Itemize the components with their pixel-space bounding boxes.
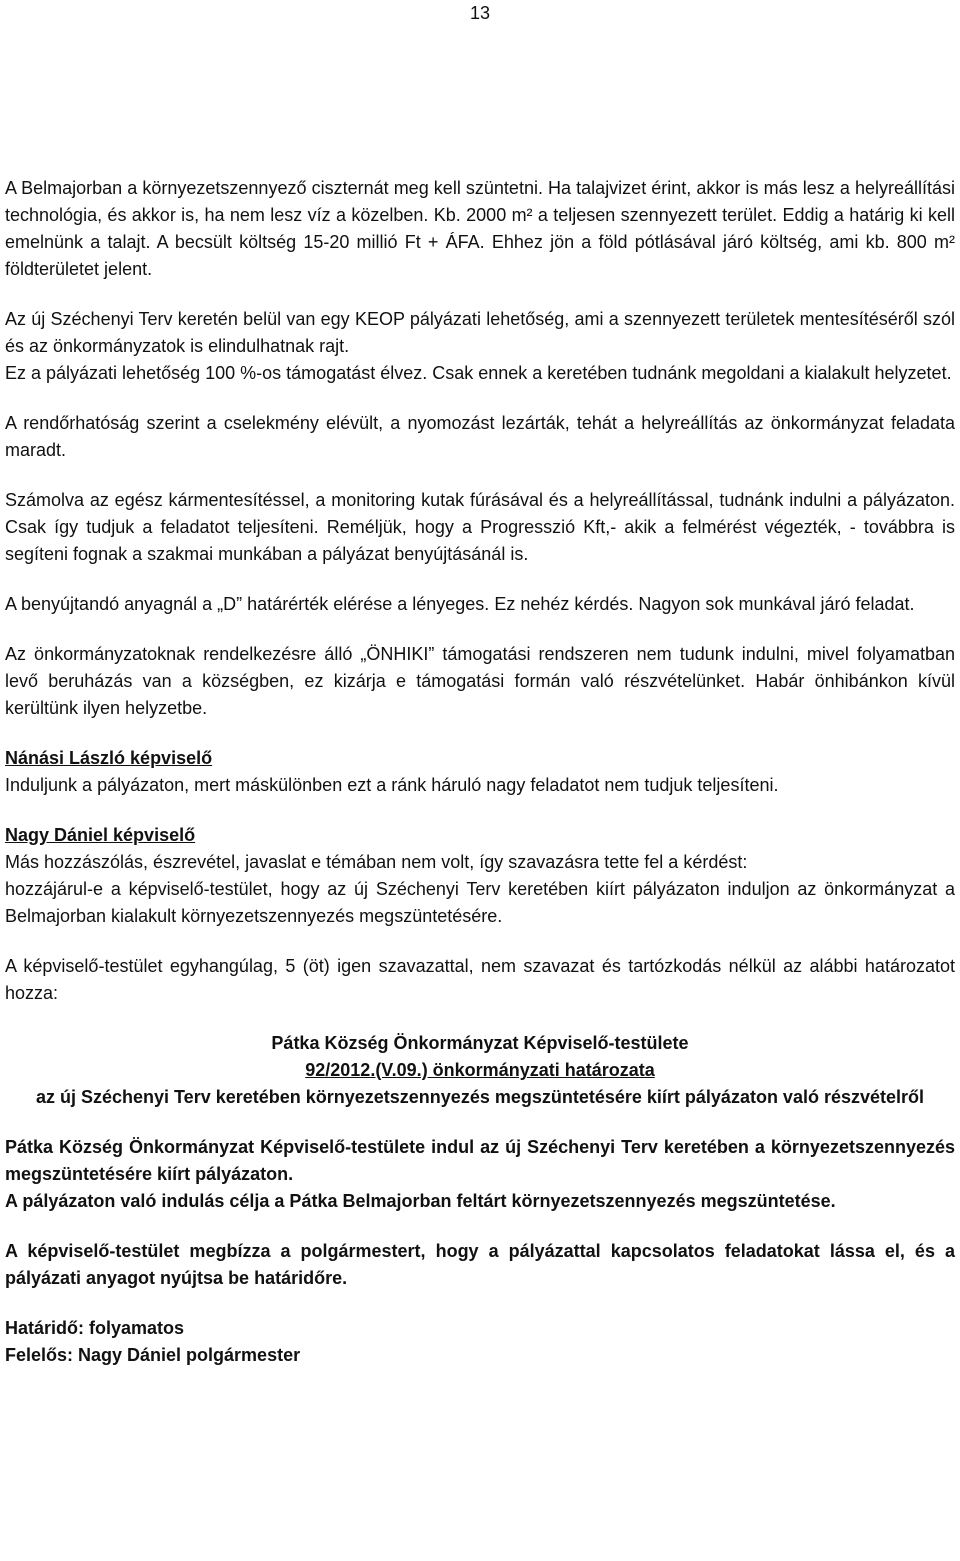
resolution-body: Pátka Község Önkormányzat Képviselő-testülete — [271, 1033, 689, 1053]
decision-text-2: A pályázaton való indulás célja a Pátka Belmajorban feltárt környezetszennyezés megszüntetése. — [5, 1191, 836, 1211]
deadline: Határidő: folyamatos — [5, 1318, 185, 1338]
responsible: Felelős: Nagy Dániel polgármester — [5, 1345, 301, 1365]
speaker-text-1: Más hozzászólás, észrevétel, javaslat e témában nem volt, így szavazásra tette fel a kérdést: — [5, 852, 748, 872]
paragraph-police: A rendőrhatóság szerint a cselekmény elévült, a nyomozást lezárták, tehát a helyreállítás az önkormányzat feladata maradt. — [5, 413, 955, 460]
page-number: 13 — [469, 3, 491, 23]
speaker-block-nanasi — [5, 745, 955, 799]
decision-mandate: A képviselő-testület megbízza a polgármestert, hogy a pályázattal kapcsolatos feladatokat lássa el, és a pályázati anyagot nyújtsa be határidőre. — [5, 1241, 955, 1288]
paragraph-keop-line-2: Ez a pályázati lehetőség 100 %-os támogatást élvez. Csak ennek a keretében tudnánk megoldani a kialakult helyzetet. — [5, 363, 952, 383]
decision-meta — [5, 1315, 955, 1369]
paragraph-cistern: A Belmajorban a környezetszennyező ciszternát meg kell szüntetni. Ha talajvizet érint, akkor is más lesz a helyreállítási technológia, és akkor is, ha nem lesz víz a közelben. Kb. 2000 m² a teljesen szennyezett terület. Eddig a határig ki kell emelnünk a talajt. A becsült költség 15-20 millió Ft + ÁFA. Ehhez jön a föld pótlásával járó költség, ami kb. 800 m² földterületet jelent. — [5, 178, 955, 279]
decision-block — [5, 1134, 955, 1215]
paragraph-remediation: Számolva az egész kármentesítéssel, a monitoring kutak fúrásával és a helyreállítással, tudnánk indulni a pályázaton. Csak így tudjuk a feladatot teljesíteni. Reméljük, hogy a Progresszió Kft,- akik a felmérést végezték, - továbbra is segíteni fognak a szakmai munkában a pályázat benyújtásánál is. — [5, 490, 955, 564]
speaker-text-2: hozzájárul-e a képviselő-testület, hogy az új Széchenyi Terv keretében kiírt pályázaton induljon az önkormányzat a Belmajorban kialakult környezetszennyezés megszüntetésére. — [5, 879, 955, 926]
resolution-header — [5, 1030, 955, 1111]
speaker-text: Induljunk a pályázaton, mert máskülönben ezt a ránk háruló nagy feladatot nem tudjuk teljesíteni. — [5, 775, 779, 795]
decision-text-1: Pátka Község Önkormányzat Képviselő-testülete indul az új Széchenyi Terv keretében a környezetszennyezés megszüntetésére kiírt pályázaton. — [5, 1137, 955, 1184]
document-body — [5, 175, 955, 1392]
paragraph-keop — [5, 306, 955, 387]
resolution-number: 92/2012.(V.09.) önkormányzati határozata — [305, 1060, 655, 1080]
paragraph-threshold: A benyújtandó anyagnál a „D” határérték elérése a lényeges. Ez nehéz kérdés. Nagyon sok munkával járó feladat. — [5, 594, 915, 614]
speaker-name: Nagy Dániel képviselő — [5, 825, 196, 845]
speaker-name: Nánási László képviselő — [5, 748, 213, 768]
paragraph-onhiki: Az önkormányzatoknak rendelkezésre álló „ÖNHIKI” támogatási rendszeren nem tudunk indulni, mivel folyamatban levő beruházás van a községben, ez kizárja e támogatási formán való részvételünket. Habár önhibánkon kívül kerültünk ilyen helyzetbe. — [5, 644, 955, 718]
resolution-subject: az új Széchenyi Terv keretében környezetszennyezés megszüntetésére kiírt pályázaton való részvételről — [35, 1087, 925, 1107]
vote-statement: A képviselő-testület egyhangúlag, 5 (öt) igen szavazattal, nem szavazat és tartózkodás nélkül az alábbi határozatot hozza: — [5, 956, 955, 1003]
paragraph-keop-line-1: Az új Széchenyi Terv keretén belül van egy KEOP pályázati lehetőség, ami a szennyezett területek mentesítéséről szól és az önkormányzatok is elindulhatnak rajt. — [5, 309, 955, 356]
speaker-block-nagy — [5, 822, 955, 930]
